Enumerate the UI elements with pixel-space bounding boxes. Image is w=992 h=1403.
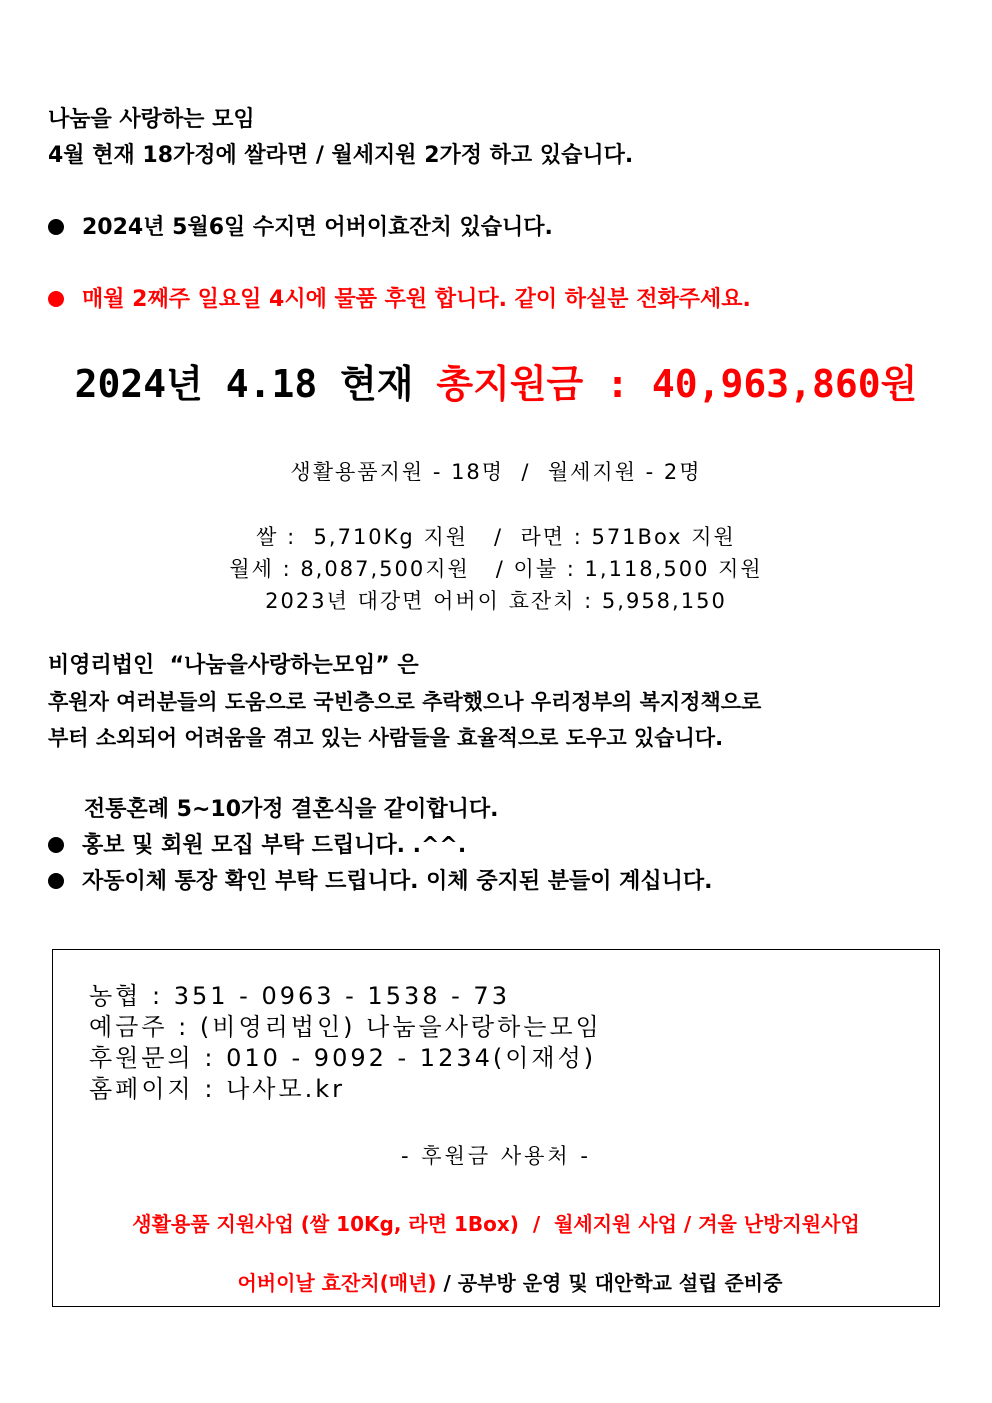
description-line: 후원자 여러분들의 도움으로 국빈층으로 추락했으나 우리정부의 복지정책으로 <box>48 690 762 714</box>
description-line: 비영리법인 “나눔을사랑하는모임” 은 <box>48 653 419 678</box>
headline-date: 2024년 4.18 현재 <box>74 362 437 406</box>
account-holder: 예금주 : (비영리법인) 나눔을사랑하는모임 <box>89 1013 602 1041</box>
bullet-icon <box>48 291 64 307</box>
account-info-box <box>52 949 940 1307</box>
transfer-notice <box>48 868 713 896</box>
stats-summary: 생활용품지원 - 18명 / 월세지원 - 2명 <box>290 460 702 484</box>
event-notice <box>48 214 553 242</box>
intro-title: 나눔을 사랑하는 모임 <box>48 107 255 132</box>
monthly-notice <box>48 286 751 314</box>
usage-title: - 후원금 사용처 - <box>401 1144 591 1168</box>
intro-status: 4월 현재 18가정에 쌀라면 / 월세지원 2가정 하고 있습니다. <box>48 143 634 168</box>
description-line: 부터 소외되어 어려움을 겪고 있는 사람들을 효율적으로 도우고 있습니다. <box>48 726 724 750</box>
promo-notice-text: 홍보 및 회원 모집 부탁 드립니다. .^^. <box>82 833 467 858</box>
homepage: 홈페이지 : 나사모.kr <box>89 1075 346 1103</box>
bullet-icon <box>48 873 64 889</box>
stats-rent-blanket: 월세 : 8,087,500지원 / 이불 : 1,118,500 지원 <box>229 557 763 581</box>
usage-line-2-red: 어버이날 효잔치(매년) <box>237 1271 437 1295</box>
promo-notice <box>48 832 466 860</box>
wedding-note: 전통혼례 5~10가정 결혼식을 같이합니다. <box>84 797 499 822</box>
event-notice-text: 2024년 5월6일 수지면 어버이효잔치 있습니다. <box>82 215 553 240</box>
stats-parents-event: 2023년 대강면 어버이 효잔치 : 5,958,150 <box>265 589 727 613</box>
usage-line-2-black: / 공부방 운영 및 대안학교 설립 준비중 <box>436 1271 783 1295</box>
headline <box>0 362 992 406</box>
usage-line-2 <box>53 1243 939 1320</box>
contact-phone: 후원문의 : 010 - 9092 - 1234(이재성) <box>89 1044 597 1072</box>
usage-line-1: 생활용품 지원사업 (쌀 10Kg, 라면 1Box) / 월세지원 사업 / 겨울 난방지원사업 <box>132 1212 860 1236</box>
transfer-notice-text: 자동이체 통장 확인 부탁 드립니다. 이체 중지된 분들이 계십니다. <box>82 869 713 894</box>
bullet-icon <box>48 837 64 853</box>
bank-account: 농협 : 351 - 0963 - 1538 - 73 <box>89 982 510 1010</box>
headline-total: 총지원금 : 40,963,860원 <box>436 362 918 406</box>
bullet-icon <box>48 219 64 235</box>
monthly-notice-text: 매월 2째주 일요일 4시에 물품 후원 합니다. 같이 하실분 전화주세요. <box>82 287 751 312</box>
stats-rice-ramen: 쌀 : 5,710Kg 지원 / 라면 : 571Box 지원 <box>256 525 736 549</box>
